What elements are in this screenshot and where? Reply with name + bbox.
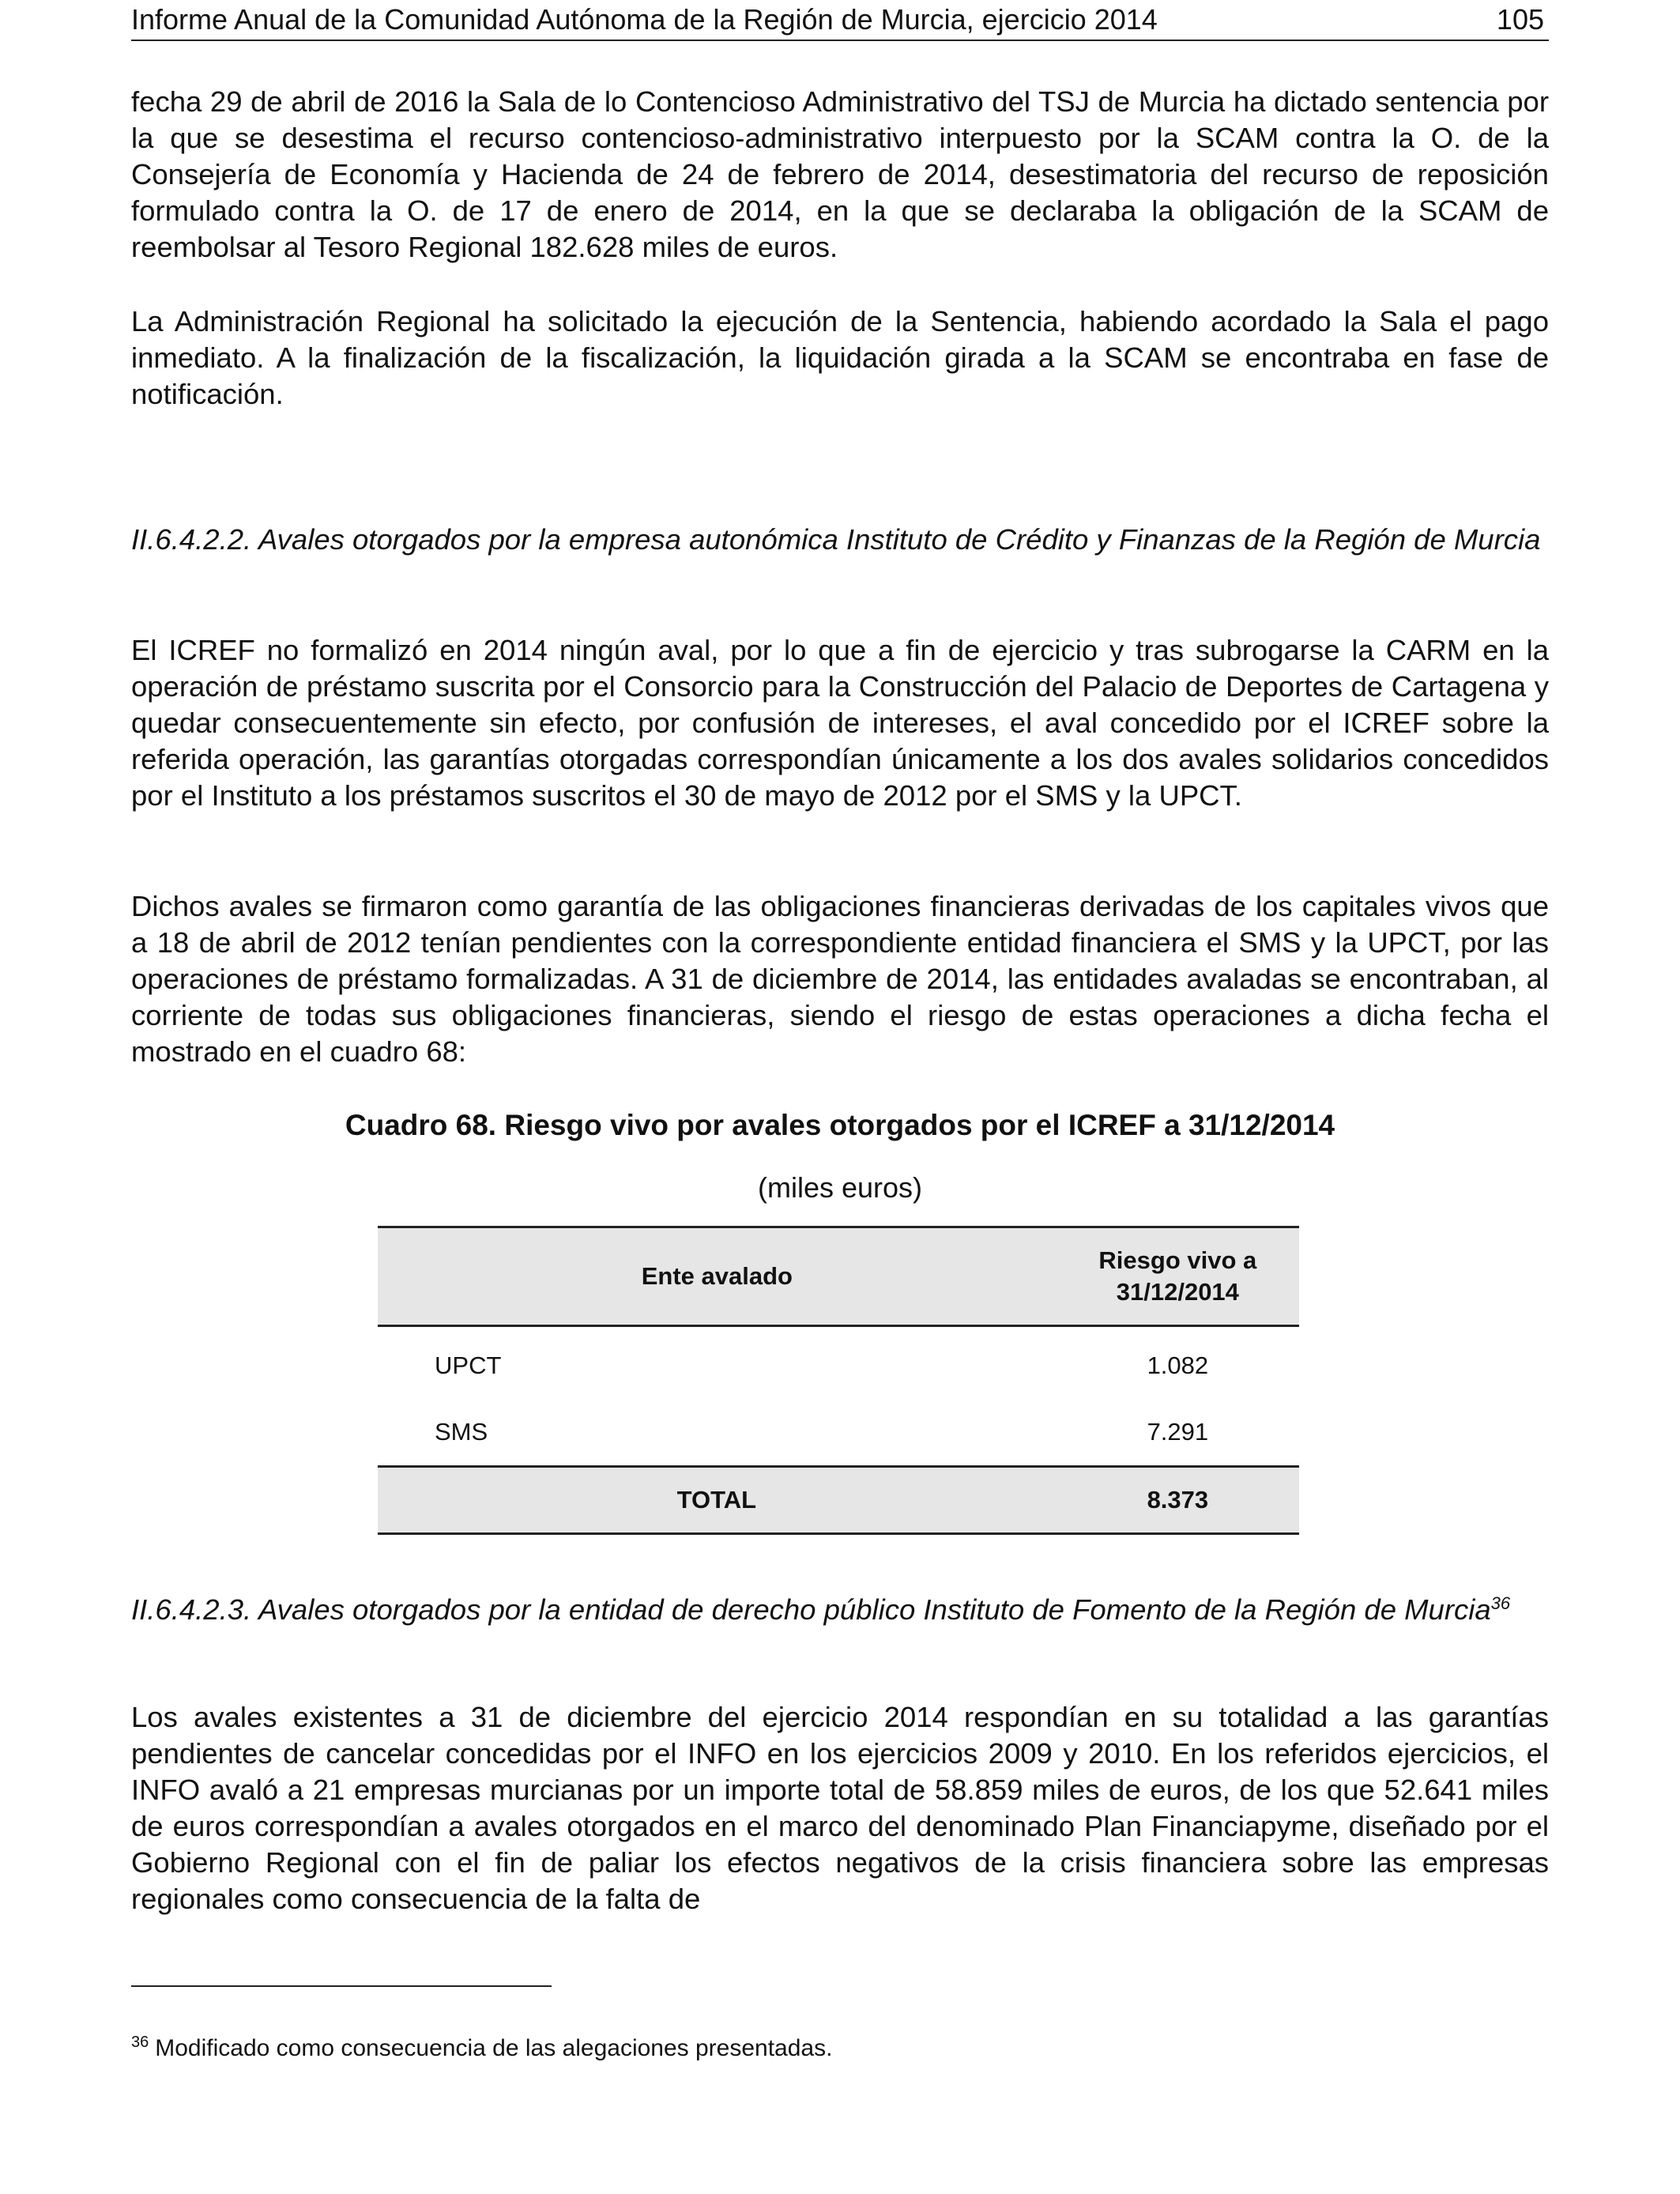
row-value: 7.291 <box>1147 1418 1209 1446</box>
section-heading-icref: II.6.4.2.2. Avales otorgados por la empresa autonómica Instituto de Crédito y Finanzas de la Región de Murcia <box>131 523 1541 556</box>
paragraph-sentencia: fecha 29 de abril de 2016 la Sala de lo Contencioso Administrativo del TSJ de Murcia ha dictado sentencia por la que se desestima el recurso contencioso-administrativo interpuesto por la SCAM contra la O. de la Consejería de Economía y Hacienda de 24 de febrero de 2014, desestimatoria del recurso de reposición formulado contra la O. de 17 de enero de 2014, en la que se declaraba la obligación de la SCAM de reembolsar al Tesoro Regional 182.628 miles de euros. <box>131 85 1549 263</box>
row-value: 1.082 <box>1147 1351 1209 1379</box>
total-value: 8.373 <box>1057 1467 1299 1534</box>
footnote-divider <box>131 1985 552 1987</box>
table-total-row <box>378 1467 1299 1534</box>
risk-table <box>378 1226 1299 1535</box>
page-number: 105 <box>1496 3 1544 36</box>
row-entity: UPCT <box>435 1351 502 1379</box>
footnote-number: 36 <box>131 2034 149 2051</box>
paragraph-info: Los avales existentes a 31 de diciembre del ejercicio 2014 respondían en su totalidad a las garantías pendientes de cancelar concedidas por el INFO en los ejercicios 2009 y 2010. En los referidos ejercicios, el INFO avaló a 21 empresas murcianas por un importe total de 58.859 miles de euros, de los que 52.641 miles de euros correspondían a avales otorgados en el marco del denominado Plan Financiapyme, diseñado por el Gobierno Regional con el fin de paliar los efectos negativos de la crisis financiera sobre las empresas regionales como consecuencia de la falta de <box>131 1701 1549 1915</box>
section-heading-info-text: II.6.4.2.3. Avales otorgados por la entidad de derecho público Instituto de Fomento de la Región de Murcia <box>131 1593 1491 1626</box>
table-units: (miles euros) <box>757 1171 923 1204</box>
paragraph-ejecucion: La Administración Regional ha solicitado la ejecución de la Sentencia, habiendo acordado la Sala el pago inmediato. A la finalización de la fiscalización, la liquidación girada a la SCAM se encontraba en fase de notificación. <box>131 305 1549 410</box>
header-title: Informe Anual de la Comunidad Autónoma de la Región de Murcia, ejercicio 2014 <box>131 3 1158 36</box>
table-header-row <box>378 1227 1299 1326</box>
table-caption: Cuadro 68. Riesgo vivo por avales otorgados por el ICREF a 31/12/2014 <box>345 1109 1335 1141</box>
total-label: TOTAL <box>378 1467 1057 1534</box>
column-header-risk-line2: 31/12/2014 <box>1116 1278 1239 1306</box>
column-header-risk-line1: Riesgo vivo a <box>1098 1246 1257 1274</box>
page-header <box>131 0 1549 41</box>
paragraph-avales: Dichos avales se firmaron como garantía de las obligaciones financieras derivadas de los capitales vivos que a 18 de abril de 2012 tenían pendientes con la correspondiente entidad financiera el SMS y la UPCT, por las operaciones de préstamo formalizadas. A 31 de diciembre de 2014, las entidades avaladas se encontraban, al corriente de todas sus obligaciones financieras, siendo el riesgo de estas operaciones a dicha fecha el mostrado en el cuadro 68: <box>131 890 1549 1068</box>
table-row <box>378 1326 1299 1400</box>
table-row <box>378 1399 1299 1467</box>
column-header-risk <box>1057 1227 1299 1326</box>
column-header-entity: Ente avalado <box>378 1227 1057 1326</box>
paragraph-icref: El ICREF no formalizó en 2014 ningún aval, por lo que a fin de ejercicio y tras subrogarse la CARM en la operación de préstamo suscrita por el Consorcio para la Construcción del Palacio de Deportes de Cartagena y quedar consecuentemente sin efecto, por confusión de intereses, el aval concedido por el ICREF sobre la referida operación, las garantías otorgadas correspondían únicamente a los dos avales solidarios concedidos por el Instituto a los préstamos suscritos el 30 de mayo de 2012 por el SMS y la UPCT. <box>131 634 1549 812</box>
footnote-text: Modificado como consecuencia de las alegaciones presentadas. <box>155 2035 833 2061</box>
row-entity: SMS <box>435 1418 488 1446</box>
footnote <box>131 2033 1549 2064</box>
section-heading-info <box>131 1592 1549 1628</box>
footnote-reference: 36 <box>1490 1593 1511 1613</box>
